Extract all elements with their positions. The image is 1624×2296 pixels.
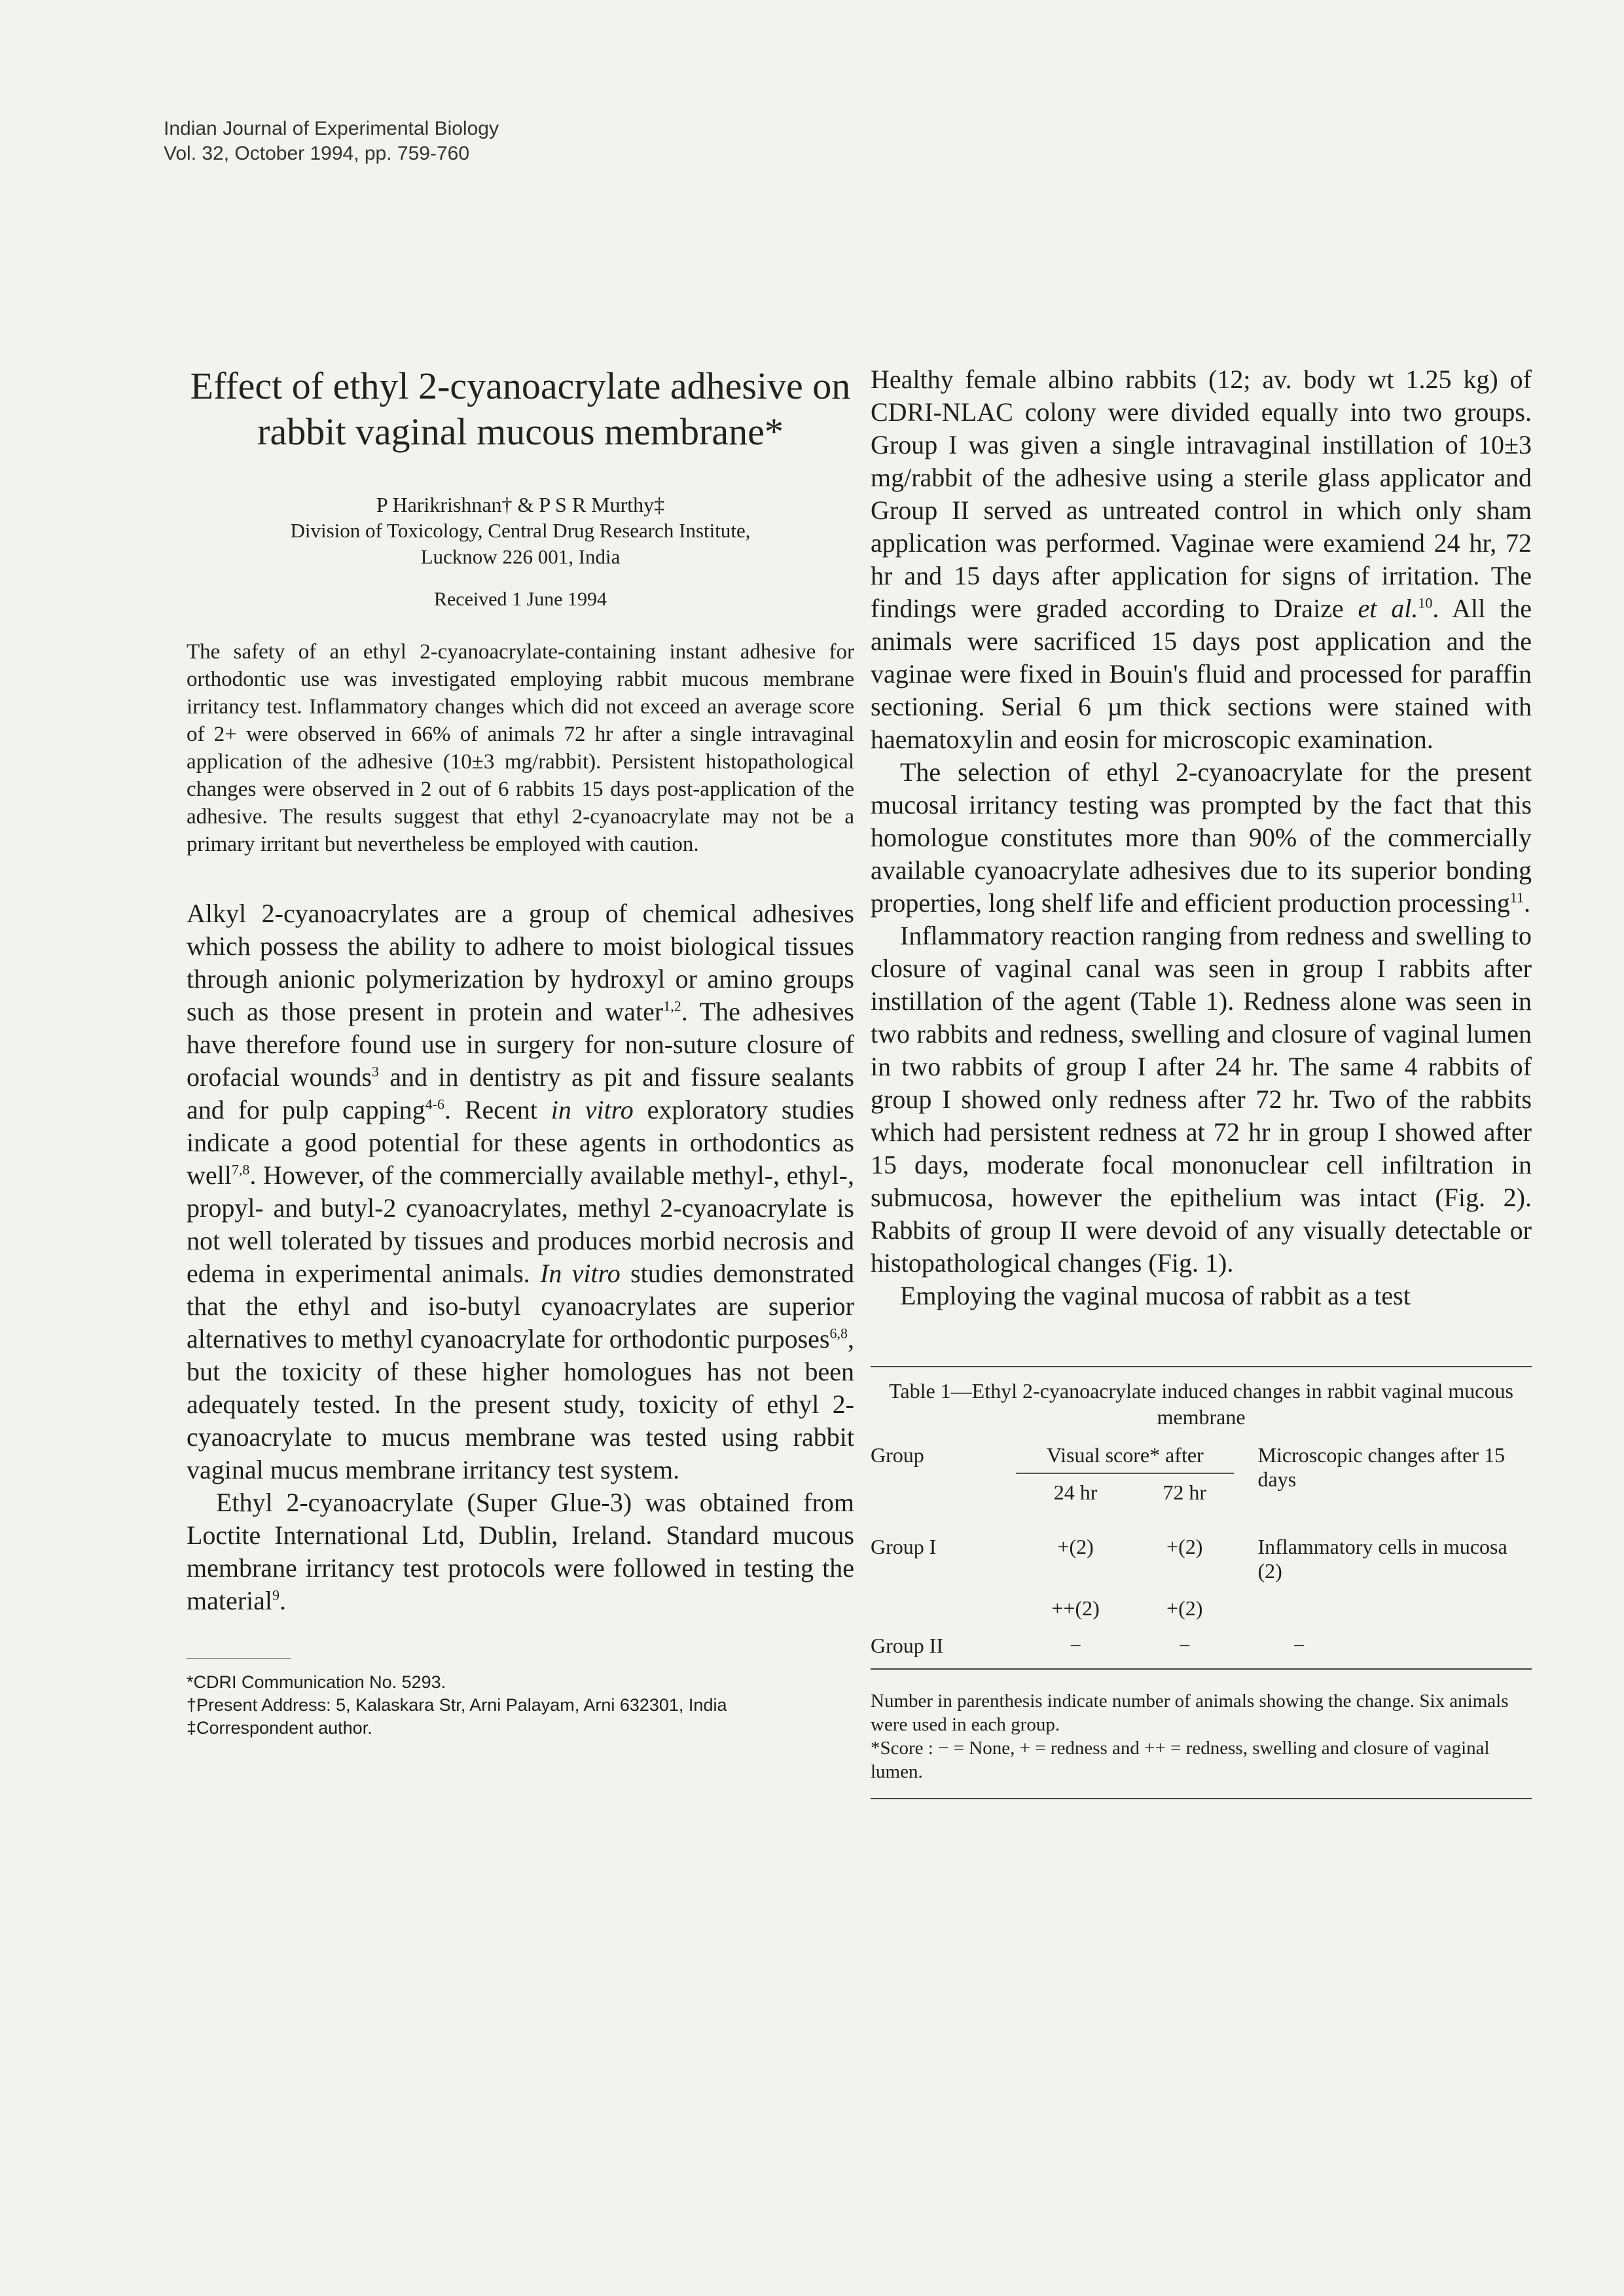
cell-microscopic: Inflammatory cells in mucosa (2) <box>1257 1535 1507 1583</box>
footnote-communication: *CDRI Communication No. 5293. <box>187 1672 446 1692</box>
paragraph-discussion: Employing the vaginal mucosa of rabbit as a test <box>900 1281 1411 1310</box>
cell-24hr: +(2) <box>1057 1535 1094 1558</box>
journal-name: Indian Journal of Experimental Biology <box>164 118 499 139</box>
table-caption: Table 1—Ethyl 2-cyanoacrylate induced changes in rabbit vaginal mucous membrane <box>889 1379 1513 1429</box>
table-row <box>871 1624 1532 1662</box>
table-header-row <box>871 1439 1532 1477</box>
table-notes <box>871 1689 1532 1784</box>
table-note-parenthesis: Number in parenthesis indicate number of animals showing the change. Six animals were used in each group. <box>871 1691 1509 1735</box>
table-1 <box>871 1366 1532 1799</box>
header-microscopic: Microscopic changes after 15 days <box>1257 1443 1506 1491</box>
journal-header <box>164 117 499 166</box>
body-text-left <box>187 897 854 1617</box>
footnote-divider <box>187 1658 291 1659</box>
paragraph-introduction: Alkyl 2-cyanoacrylates are a group of chemical adhesives which possess the ability to adhere to moist biological tissues through anionic polymerization by hydroxyl or amino groups such as those present in protein and water$^{1,2}$. The adhesives have therefore found use in surgery for non-suture closure of orofacial wounds$^3$ and in dentistry as pit and fissure sealants and for pulp capping$^{4-6}$. Recent in vitro exploratory studies indicate a good potential for these agents in orthodontics as well$^{7,8}$. However, of the commercially available methyl-, ethyl-, propyl- and butyl-2 cyanoacrylates, methyl 2-cyanoacrylate is not well tolerated by tissues and produces morbid necrosis and edema in experimental animals. In vitro studies demonstrated that the ethyl and iso-butyl cyanoacrylates are superior alternatives to methyl cyanoacrylate for orthodontic purposes$^{6,8}$, but the toxicity of these higher homologues has not been adequately tested. In the present study, toxicity of ethyl 2-cyanoacrylate to mucus membrane was tested using rabbit vaginal mucus membrane irritancy test system. <box>187 899 854 1484</box>
left-column <box>187 363 854 1740</box>
authors: P Harikrishnan† & P S R Murthy‡ <box>376 493 665 516</box>
cell-72hr: − <box>1178 1634 1191 1657</box>
paragraph-methods: Healthy female albino rabbits (12; av. body wt 1.25 kg) of CDRI-NLAC colony were divided equally into two groups. Group I was given a single intravaginal instillation of 10±3 mg/rabbit of the adhesive using a sterile glass applicator and Group II served as untreated control in which only sham application was performed. Vaginae were examiend 24 hr, 72 hr and 15 days after application for signs of irritation. The findings were graded according to Draize et al.$^{10}$. All the animals were sacrificed 15 days post application and the vaginae were fixed in Bouin's fluid and processed for paraffin sectioning. Serial 6 µm thick sections were stained with haematoxylin and eosin for microscopic examination. <box>871 365 1532 754</box>
table-top-rule <box>871 1366 1532 1367</box>
header-subrule <box>1016 1473 1234 1474</box>
cell-microscopic <box>1234 1587 1532 1624</box>
cell-microscopic: − <box>1293 1634 1305 1657</box>
right-column <box>871 363 1532 1799</box>
cell-24hr: − <box>1070 1634 1082 1657</box>
paragraph-selection: The selection of ethyl 2-cyanoacrylate for the present mucosal irritancy testing was prompted by the fact that this homologue constitutes more than 90% of the commercially available cyanoacrylate adhesives due to its superior bonding properties, long shelf life and efficient production processing$^{11}$. <box>871 757 1532 918</box>
table-bottom-rule <box>871 1798 1532 1799</box>
footnote-correspondent: ‡Correspondent author. <box>187 1718 372 1738</box>
body-text-right <box>871 363 1532 1312</box>
article-title: Effect of ethyl 2-cyanoacrylate adhesive on rabbit vaginal mucous membrane* <box>190 365 851 453</box>
table-note-score: *Score : − = None, + = redness and ++ = redness, swelling and closure of vaginal lumen. <box>871 1738 1490 1782</box>
cell-24hr: ++(2) <box>1051 1596 1100 1620</box>
paragraph-results: Inflammatory reaction ranging from redness and swelling to closure of vaginal canal was seen in group I rabbits after instillation of the agent (Table 1). Redness alone was seen in two rabbits and redness, swelling and closure of vaginal lumen in two rabbits of group I after 24 hr. The same 4 rabbits of group I showed only redness after 72 hr. Two of the rabbits which had persistent redness at 72 hr in group I showed after 15 days, moderate focal mononuclear cell infiltration in submucosa, however the epithelium was intact (Fig. 2). Rabbits of group II were devoid of any visually detectable or histopathological changes (Fig. 1). <box>871 921 1532 1278</box>
cell-group <box>871 1587 1016 1624</box>
affiliation-line-1: Division of Toxicology, Central Drug Research Institute, <box>290 519 751 542</box>
header-24hr: 24 hr <box>1053 1480 1098 1504</box>
table-row <box>871 1587 1532 1624</box>
header-72hr: 72 hr <box>1163 1480 1207 1504</box>
affiliation-line-2: Lucknow 226 001, India <box>420 545 621 568</box>
cell-group: Group I <box>871 1535 937 1558</box>
cell-72hr: +(2) <box>1166 1596 1203 1620</box>
footnotes <box>187 1671 854 1740</box>
header-group: Group <box>871 1443 924 1467</box>
paragraph-materials: Ethyl 2-cyanoacrylate (Super Glue-3) was obtained from Loctite International Ltd, Dublin, Ireland. Standard mucous membrane irritancy test protocols were followed in testing the material$^9$. <box>187 1488 854 1615</box>
received-date: Received 1 June 1994 <box>433 588 607 610</box>
results-table <box>871 1439 1532 1662</box>
journal-citation: Vol. 32, October 1994, pp. 759-760 <box>164 143 470 164</box>
footnote-present-address: †Present Address: 5, Kalaskara Str, Arni Palayam, Arni 632301, India <box>187 1695 727 1715</box>
cell-group: Group II <box>871 1634 944 1657</box>
cell-72hr: +(2) <box>1166 1535 1203 1558</box>
table-row <box>871 1509 1532 1587</box>
abstract: The safety of an ethyl 2-cyanoacrylate-containing instant adhesive for orthodontic use was investigated employing rabbit mucous membrane irritancy test. Inflammatory changes which did not exceed an average score of 2+ were observed in 66% of animals 72 hr after a single intravaginal application of the adhesive (10±3 mg/rabbit). Persistent histopathological changes were observed in 2 out of 6 rabbits 15 days post-application of the adhesive. The results suggest that ethyl 2-cyanoacrylate may not be a primary irritant but nevertheless be employed with caution. <box>187 640 854 856</box>
table-mid-rule <box>871 1668 1532 1670</box>
header-visual-score: Visual score* after <box>1016 1439 1234 1477</box>
